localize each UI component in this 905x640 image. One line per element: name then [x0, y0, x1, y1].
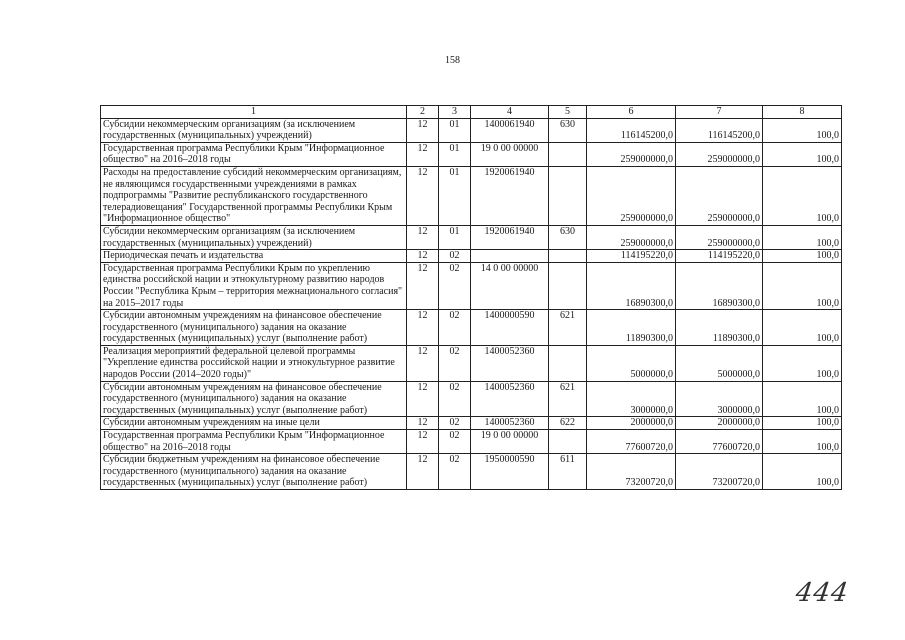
- subsection-cell: 02: [439, 381, 471, 417]
- execution-percent-cell: 100,0: [763, 166, 842, 225]
- executed-amount-cell: 16890300,0: [676, 262, 763, 309]
- expense-type-cell: [549, 262, 587, 309]
- target-article-cell: 1400052360: [471, 345, 549, 381]
- planned-amount-cell: 77600720,0: [587, 430, 676, 454]
- section-cell: 12: [407, 225, 439, 249]
- expense-type-cell: 611: [549, 454, 587, 490]
- row-name-cell: Субсидии автономным учреждениям на иные цели: [101, 417, 407, 430]
- handwritten-mark: 444: [793, 578, 851, 608]
- column-header: 1: [101, 106, 407, 119]
- column-header: 3: [439, 106, 471, 119]
- executed-amount-cell: 259000000,0: [676, 166, 763, 225]
- row-name-cell: Расходы на предоставление субсидий некоммерческим организациям, не являющимся государственными учреждениями в рамках подпрограммы "Развитие республиканского государственного телерадиовещания" Государственной программы Республики Крым "Информационное общество": [101, 166, 407, 225]
- section-cell: 12: [407, 250, 439, 263]
- expense-type-cell: 621: [549, 310, 587, 346]
- executed-amount-cell: 73200720,0: [676, 454, 763, 490]
- execution-percent-cell: 100,0: [763, 262, 842, 309]
- column-header: 4: [471, 106, 549, 119]
- target-article-cell: 19 0 00 00000: [471, 142, 549, 166]
- planned-amount-cell: 73200720,0: [587, 454, 676, 490]
- expense-type-cell: 622: [549, 417, 587, 430]
- planned-amount-cell: 116145200,0: [587, 118, 676, 142]
- section-cell: 12: [407, 417, 439, 430]
- subsection-cell: 01: [439, 166, 471, 225]
- expense-type-cell: [549, 345, 587, 381]
- table-row: [101, 381, 842, 417]
- execution-percent-cell: 100,0: [763, 430, 842, 454]
- row-name-cell: Государственная программа Республики Крым "Информационное общество" на 2016–2018 годы: [101, 142, 407, 166]
- subsection-cell: 02: [439, 310, 471, 346]
- section-cell: 12: [407, 381, 439, 417]
- section-cell: 12: [407, 166, 439, 225]
- budget-table: [100, 105, 842, 490]
- table-body: [101, 118, 842, 489]
- planned-amount-cell: 5000000,0: [587, 345, 676, 381]
- target-article-cell: 1400061940: [471, 118, 549, 142]
- target-article-cell: 19 0 00 00000: [471, 430, 549, 454]
- row-name-cell: Субсидии некоммерческим организациям (за исключением государственных (муниципальных) учреждений): [101, 225, 407, 249]
- expense-type-cell: 621: [549, 381, 587, 417]
- table-row: [101, 225, 842, 249]
- target-article-cell: 1400000590: [471, 310, 549, 346]
- table-row: [101, 417, 842, 430]
- execution-percent-cell: 100,0: [763, 250, 842, 263]
- target-article-cell: 1950000590: [471, 454, 549, 490]
- subsection-cell: 01: [439, 118, 471, 142]
- executed-amount-cell: 259000000,0: [676, 142, 763, 166]
- subsection-cell: 02: [439, 250, 471, 263]
- executed-amount-cell: 11890300,0: [676, 310, 763, 346]
- table-row: [101, 454, 842, 490]
- subsection-cell: 02: [439, 345, 471, 381]
- planned-amount-cell: 259000000,0: [587, 166, 676, 225]
- table-row: [101, 142, 842, 166]
- table-row: [101, 310, 842, 346]
- row-name-cell: Субсидии некоммерческим организациям (за исключением государственных (муниципальных) учреждений): [101, 118, 407, 142]
- planned-amount-cell: 2000000,0: [587, 417, 676, 430]
- row-name-cell: Субсидии автономным учреждениям на финансовое обеспечение государственного (муниципального) задания на оказание государственных (муниципальных) услуг (выполнение работ): [101, 310, 407, 346]
- table-row: [101, 430, 842, 454]
- section-cell: 12: [407, 430, 439, 454]
- executed-amount-cell: 114195220,0: [676, 250, 763, 263]
- planned-amount-cell: 259000000,0: [587, 225, 676, 249]
- subsection-cell: 01: [439, 142, 471, 166]
- section-cell: 12: [407, 262, 439, 309]
- executed-amount-cell: 2000000,0: [676, 417, 763, 430]
- planned-amount-cell: 114195220,0: [587, 250, 676, 263]
- execution-percent-cell: 100,0: [763, 345, 842, 381]
- subsection-cell: 02: [439, 430, 471, 454]
- target-article-cell: 1920061940: [471, 166, 549, 225]
- execution-percent-cell: 100,0: [763, 381, 842, 417]
- planned-amount-cell: 11890300,0: [587, 310, 676, 346]
- row-name-cell: Субсидии автономным учреждениям на финансовое обеспечение государственного (муниципального) задания на оказание государственных (муниципальных) услуг (выполнение работ): [101, 381, 407, 417]
- executed-amount-cell: 3000000,0: [676, 381, 763, 417]
- planned-amount-cell: 16890300,0: [587, 262, 676, 309]
- expense-type-cell: 630: [549, 118, 587, 142]
- column-header: 8: [763, 106, 842, 119]
- column-header: 6: [587, 106, 676, 119]
- execution-percent-cell: 100,0: [763, 454, 842, 490]
- target-article-cell: 1400052360: [471, 381, 549, 417]
- planned-amount-cell: 259000000,0: [587, 142, 676, 166]
- expense-type-cell: 630: [549, 225, 587, 249]
- target-article-cell: 1920061940: [471, 225, 549, 249]
- table-row: [101, 250, 842, 263]
- executed-amount-cell: 116145200,0: [676, 118, 763, 142]
- row-name-cell: Периодическая печать и издательства: [101, 250, 407, 263]
- row-name-cell: Государственная программа Республики Крым по укреплению единства российской нации и этнокультурному развитию народов России "Республика Крым – территория межнационального согласия" на 2015–2017 годы: [101, 262, 407, 309]
- section-cell: 12: [407, 142, 439, 166]
- expense-type-cell: [549, 166, 587, 225]
- execution-percent-cell: 100,0: [763, 417, 842, 430]
- target-article-cell: 1400052360: [471, 417, 549, 430]
- column-header: 7: [676, 106, 763, 119]
- target-article-cell: [471, 250, 549, 263]
- row-name-cell: Субсидии бюджетным учреждениям на финансовое обеспечение государственного (муниципального) задания на оказание государственных (муниципальных) услуг (выполнение работ): [101, 454, 407, 490]
- column-header: 2: [407, 106, 439, 119]
- executed-amount-cell: 259000000,0: [676, 225, 763, 249]
- subsection-cell: 01: [439, 225, 471, 249]
- planned-amount-cell: 3000000,0: [587, 381, 676, 417]
- expense-type-cell: [549, 430, 587, 454]
- table-row: [101, 118, 842, 142]
- executed-amount-cell: 5000000,0: [676, 345, 763, 381]
- target-article-cell: 14 0 00 00000: [471, 262, 549, 309]
- execution-percent-cell: 100,0: [763, 310, 842, 346]
- section-cell: 12: [407, 454, 439, 490]
- column-header: 5: [549, 106, 587, 119]
- expense-type-cell: [549, 142, 587, 166]
- section-cell: 12: [407, 345, 439, 381]
- table-row: [101, 262, 842, 309]
- page-number: 158: [445, 55, 460, 66]
- subsection-cell: 02: [439, 417, 471, 430]
- row-name-cell: Государственная программа Республики Крым "Информационное общество" на 2016–2018 годы: [101, 430, 407, 454]
- header-row: [101, 106, 842, 119]
- section-cell: 12: [407, 118, 439, 142]
- execution-percent-cell: 100,0: [763, 225, 842, 249]
- table-row: [101, 345, 842, 381]
- subsection-cell: 02: [439, 454, 471, 490]
- row-name-cell: Реализация мероприятий федеральной целевой программы "Укрепление единства российской нации и этнокультурное развитие народов России (2014–2020 годы)": [101, 345, 407, 381]
- expense-type-cell: [549, 250, 587, 263]
- execution-percent-cell: 100,0: [763, 142, 842, 166]
- table-row: [101, 166, 842, 225]
- execution-percent-cell: 100,0: [763, 118, 842, 142]
- executed-amount-cell: 77600720,0: [676, 430, 763, 454]
- subsection-cell: 02: [439, 262, 471, 309]
- section-cell: 12: [407, 310, 439, 346]
